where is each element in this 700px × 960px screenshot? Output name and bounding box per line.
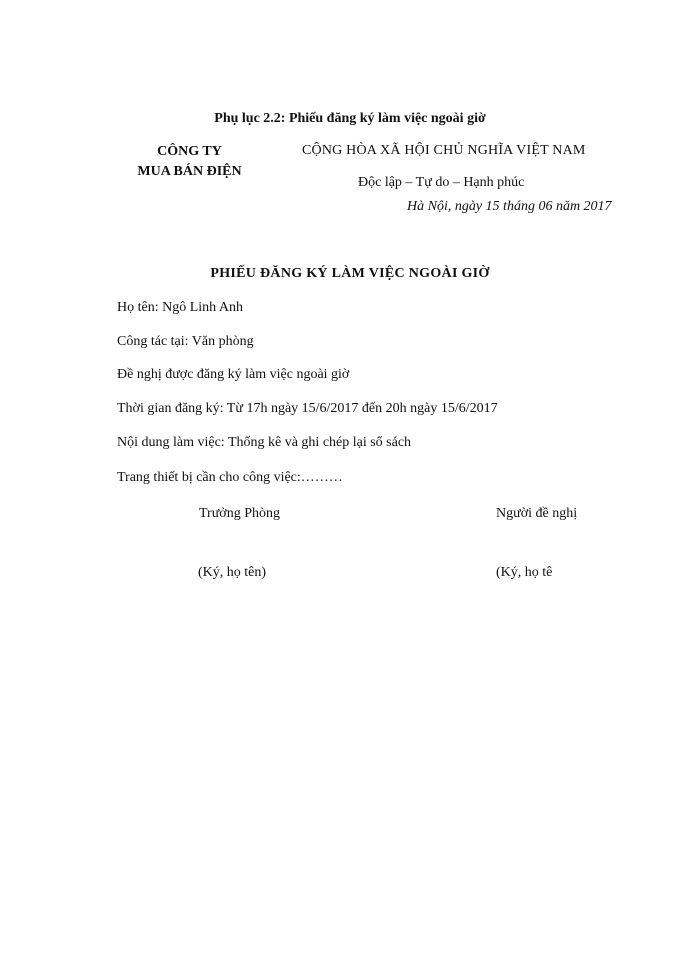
place-date: Hà Nội, ngày 15 tháng 06 năm 2017: [407, 199, 612, 214]
field-time: Thời gian đăng ký: Từ 17h ngày 15/6/2017 đến 20h ngày 15/6/2017: [117, 401, 498, 416]
nation-heading: CỘNG HÒA XÃ HỘI CHỦ NGHĨA VIỆT NAM: [302, 143, 586, 158]
company-line-2: MUA BÁN ĐIỆN: [137, 164, 242, 179]
signature-left-note: (Ký, họ tên): [198, 565, 267, 580]
signature-left-role: Trưởng Phòng: [199, 506, 280, 521]
company-line-1: CÔNG TY: [157, 144, 222, 159]
company-name: [112, 142, 267, 182]
field-name: Họ tên: Ngô Linh Anh: [117, 300, 243, 315]
field-request: Đề nghị được đăng ký làm việc ngoài giờ: [117, 367, 350, 382]
appendix-title: Phụ lục 2.2: Phiếu đăng ký làm việc ngoài giờ: [214, 111, 486, 126]
signature-right-role: Người đề nghị: [496, 506, 578, 521]
field-content: Nội dung làm việc: Thống kê và ghi chép lại sổ sách: [117, 435, 412, 450]
document-title: PHIẾU ĐĂNG KÝ LÀM VIỆC NGOÀI GIỜ: [210, 266, 490, 281]
field-workplace: Công tác tại: Văn phòng: [117, 334, 254, 349]
signature-right-note: (Ký, họ tê: [496, 565, 553, 580]
motto: Độc lập – Tự do – Hạnh phúc: [358, 175, 525, 190]
field-equipment: Trang thiết bị cần cho công việc:………: [117, 470, 343, 485]
